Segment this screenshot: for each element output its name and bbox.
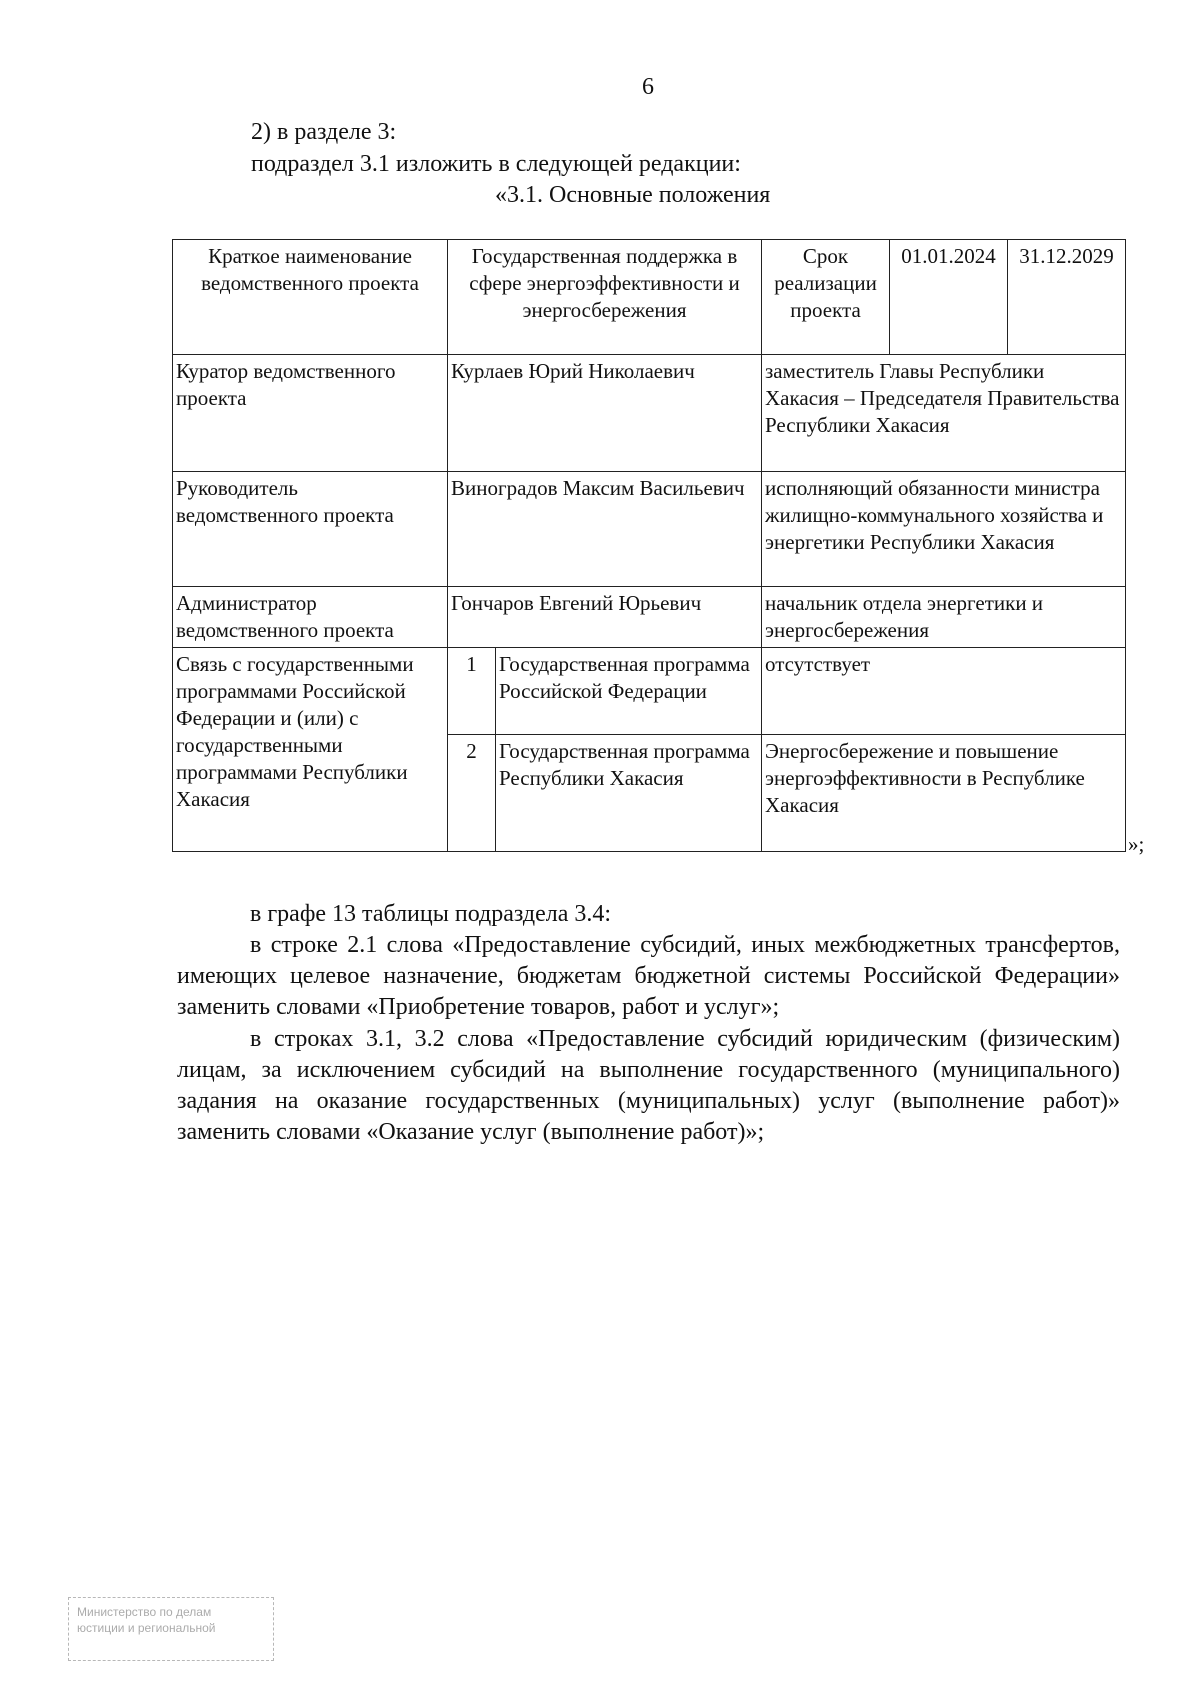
head-name: Виноградов Максим Васильевич (448, 472, 762, 587)
start-date: 01.01.2024 (890, 240, 1008, 355)
administrator-position: начальник отдела энергетики и энергосбережения (762, 587, 1126, 648)
closing-quote: »; (1128, 832, 1145, 856)
administrator-name: Гончаров Евгений Юрьевич (448, 587, 762, 648)
paragraph-intro: в графе 13 таблицы подраздела 3.4: (250, 901, 612, 927)
table-row (173, 472, 1126, 587)
program-value: Энергосбережение и повышение энергоэффективности в Республике Хакасия (762, 735, 1126, 852)
administrator-label: Администратор ведомственного проекта (173, 587, 448, 648)
item-heading: 2) в разделе 3: (251, 119, 397, 145)
paragraph-rows-3-1-3-2: в строках 3.1, 3.2 слова «Предоставление субсидий юридическим (физическим) лицам, за исключением субсидий на выполнение государственного (муниципального) задания на оказание государственных (муниципальных) услуг (выполнение работ)» заменить словами «Оказание услуг (выполнение работ)»; (177, 1026, 1120, 1145)
curator-position: заместитель Главы Республики Хакасия – Председателя Правительства Республики Хакасия (762, 355, 1126, 472)
page-number: 6 (642, 74, 654, 100)
program-type: Государственная программа Российской Федерации (496, 648, 762, 735)
table-row (173, 648, 1126, 735)
table-row (173, 240, 1126, 355)
stamp-line: юстиции и региональной (77, 1621, 216, 1635)
paragraph-row-2-1: в строке 2.1 слова «Предоставление субсидий, иных межбюджетных трансфертов, имеющих целевое назначение, бюджетам бюджетной системы Российской Федерации» заменить словами «Приобретение товаров, работ и услуг»; (177, 932, 1120, 1020)
programs-link-label: Связь с государственными программами Российской Федерации и (или) с государственными программами Республики Хакасия (173, 648, 448, 852)
section-heading: «3.1. Основные положения (495, 182, 771, 208)
project-name-label: Краткое наименование ведомственного проекта (173, 240, 448, 355)
curator-name: Курлаев Юрий Николаевич (448, 355, 762, 472)
head-label: Руководитель ведомственного проекта (173, 472, 448, 587)
curator-label: Куратор ведомственного проекта (173, 355, 448, 472)
registration-stamp (68, 1597, 274, 1661)
project-table (172, 239, 1126, 852)
program-type: Государственная программа Республики Хакасия (496, 735, 762, 852)
project-name-value: Государственная поддержка в сфере энергоэффективности и энергосбережения (448, 240, 762, 355)
program-number: 2 (448, 735, 496, 852)
end-date: 31.12.2029 (1008, 240, 1126, 355)
stamp-line: Министерство по делам (77, 1605, 212, 1619)
program-value: отсутствует (762, 648, 1126, 735)
subsection-instruction: подраздел 3.1 изложить в следующей редакции: (251, 151, 741, 177)
head-position: исполняющий обязанности министра жилищно-коммунального хозяйства и энергетики Республики Хакасия (762, 472, 1126, 587)
term-label: Срок реализации проекта (762, 240, 890, 355)
table-row (173, 587, 1126, 648)
table-row (173, 355, 1126, 472)
program-number: 1 (448, 648, 496, 735)
